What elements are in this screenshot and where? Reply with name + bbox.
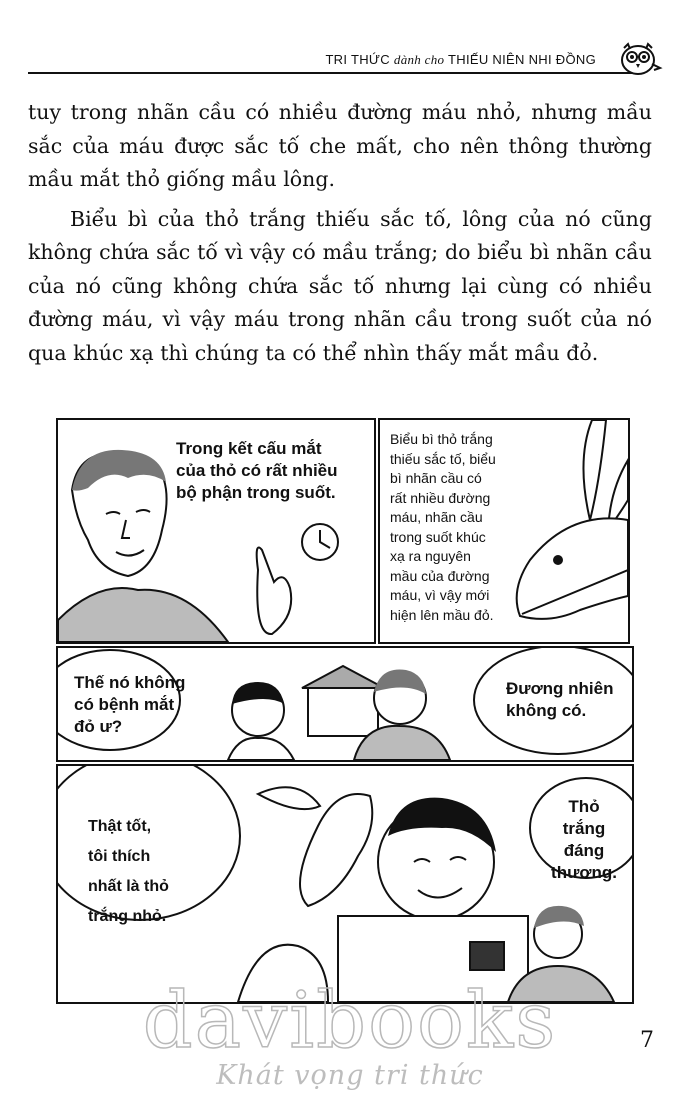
speech-bubble-text: Trong kết cấu mắt của thỏ có rất nhiều bộ phận trong suốt. [176,439,338,502]
page-header [28,30,668,80]
narration-text: Biểu bì thỏ trắng thiếu sắc tố, biểu bì nhãn cầu có rất nhiều đường máu, nhãn cầu trong suốt khúc xạ ra nguyên mầu của đường máu, vì vậy mới hiện lên mầu đỏ. [390,431,496,623]
page-number: 7 [640,1028,654,1053]
paragraph: Biểu bì của thỏ trắng thiếu sắc tố, lông của nó cũng không chứa sắc tố vì vậy có mầu trắng; do biểu bì nhãn cầu của nó cũng không chứa sắc tố nhưng lại cùng có nhiều đường máu, vì vậy máu trong nhãn cầu trong suốt của nó qua khúc xạ thì chúng ta có thể nhìn thấy mắt mầu đỏ. [28,206,652,365]
watermark-brand: davibooks [142,976,558,1066]
comic-panel-4 [56,764,634,1004]
header-title-part3: THIẾU NIÊN NHI ĐỒNG [448,52,596,67]
header-title [325,52,596,68]
speech-bubble-text: Thế nó không có bệnh mắt đỏ ư? [74,673,186,736]
comic-panel-1 [56,418,376,644]
comic-strip [56,412,634,1004]
header-rule [28,72,640,74]
speech-bubble-text: Đương nhiên không có. [506,679,614,720]
owl-logo-icon [616,40,664,78]
comic-panel-2 [378,418,630,644]
body-text [28,96,652,370]
speech-bubble-text: Thật tốt, tôi thích nhất là thỏ trắng nhỏ. [88,818,169,925]
speech-bubble-text: Thỏ trắng đáng thương. [551,797,617,882]
watermark-tagline: Khát vọng tri thức [216,1060,484,1091]
paragraph: tuy trong nhãn cầu có nhiều đường máu nhỏ, nhưng mầu sắc của máu được sắc tố che mất, cho nên thông thường mầu mắt thỏ giống mầu lông. [28,100,652,191]
comic-panel-3 [56,646,634,762]
header-title-part1: TRI THỨC [325,52,390,67]
header-title-part2: dành cho [393,52,445,67]
